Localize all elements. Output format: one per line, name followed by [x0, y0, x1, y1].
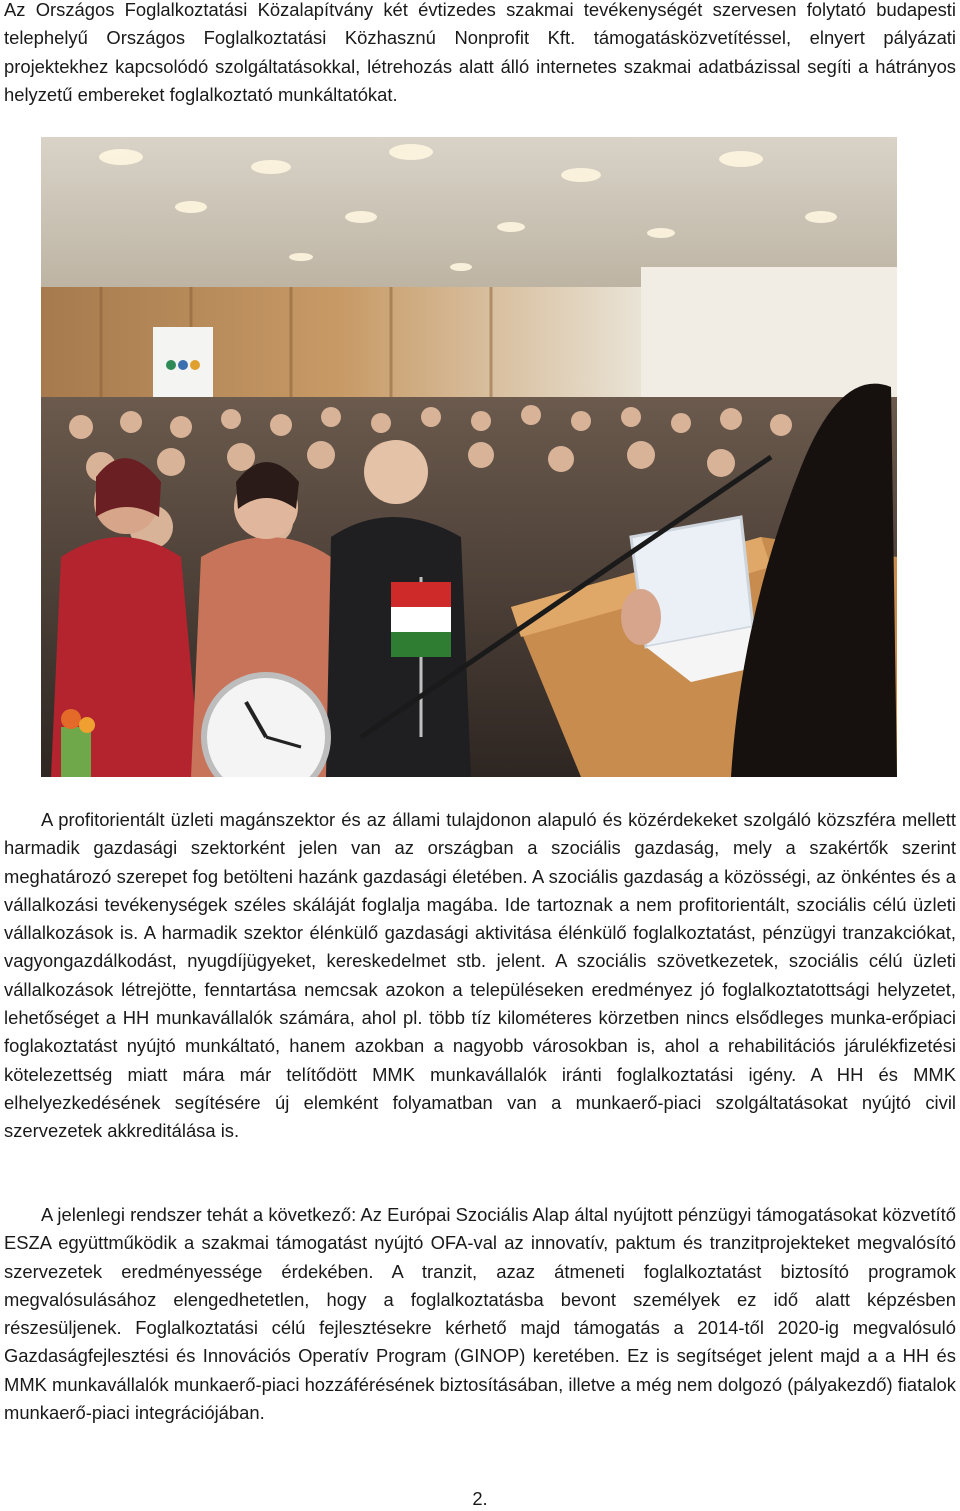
conference-photo-illustration	[41, 137, 897, 777]
intro-paragraph: Az Országos Foglalkoztatási Közalapítvány két évtizedes szakmai tevékenységét szervesen folytató budapesti telephelyű Országos Foglalkoztatási Közhasznú Nonprofit Kft. támogatásközvetítéssel, elnyert pályázati projektekhez kapcsolódó szolgáltatásokkal, létrehozás alatt álló internetes szakmai adatbázissal segíti a hátrányos helyzetű embereket foglalkoztató munkáltatókat.	[4, 0, 956, 105]
second-paragraph: A jelenlegi rendszer tehát a következő: Az Európai Szociális Alap által nyújtott pénzügyi támogatásokat közvetítő ESZA együttműködik a szakmai támogatást nyújtó OFA-val az innovatív, paktum és tranzitprojekteket megvalósító szervezetek eredményessége érdekében. A tranzit, azaz átmeneti foglalkoztatást biztosító programok megvalósulásához elengedhetetlen, hogy a foglalkoztatásba bevont személyek ez idő alatt képzésben részesüljenek. Foglalkoztatási célú fejlesztésekre kérhető majd támogatás a 2014-től 2020-ig megvalósuló Gazdaságfejlesztési és Innovációs Operatív Program (GINOP) keretében. Ez is segítséget jelent majd a a HH és MMK munkavállalók munkaerő-piaci hozzáférésének biztosításában, illetve a még nem dolgozó (pályakezdő) fiatalok munkaerő-piaci integrációjában.	[4, 1204, 956, 1424]
conference-photo	[41, 137, 897, 777]
main-paragraph: A profitorientált üzleti magánszektor és az állami tulajdonon alapuló és közérdekeket szolgáló közszféra mellett harmadik gazdasági szektorként jelen van az országban a szociális gazdaság, mely a szakértők szerint meghatározó szerepet fog betölteni hazánk gazdasági életében. A szociális gazdaság a közösségi, az önkéntes és a vállalkozási tevékenységek széles skáláját foglalja magába. Ide tartoznak a nem profitorientált, szociális célú üzleti vállalkozások is. A harmadik szektor élénkülő gazdasági aktivitása élénkülő foglalkoztatást, pénzügyi tranzakciókat, vagyongazdálkodást, nyugdíjügyeket, kereskedelmet stb. jelent. A szociális szövetkezetek, szociális célú üzleti vállalkozások létrejötte, fenntartása nemcsak azokon a településeken eredményez jó foglalkoztatottsági helyzetet, lehetőséget a HH munkavállalók számára, ahol pl. több tíz kilométeres körzetben nincs elsődleges munka-erőpiaci foglakoztatást nyújtó munkáltató, hanem azokban a nagyobb városokban is, ahol a rehabilitációs járulékfizetési kötelezettség miatt mára már telítődött MMK munkavállalók iránti foglalkoztatási igény. A HH és MMK elhelyezkedésének segítésére új elemként folyamatban van a munkaerő-piaci szolgáltatásokat nyújtó civil szervezetek akkreditálása is.	[4, 809, 956, 1142]
page-number: 2.	[472, 1488, 488, 1509]
